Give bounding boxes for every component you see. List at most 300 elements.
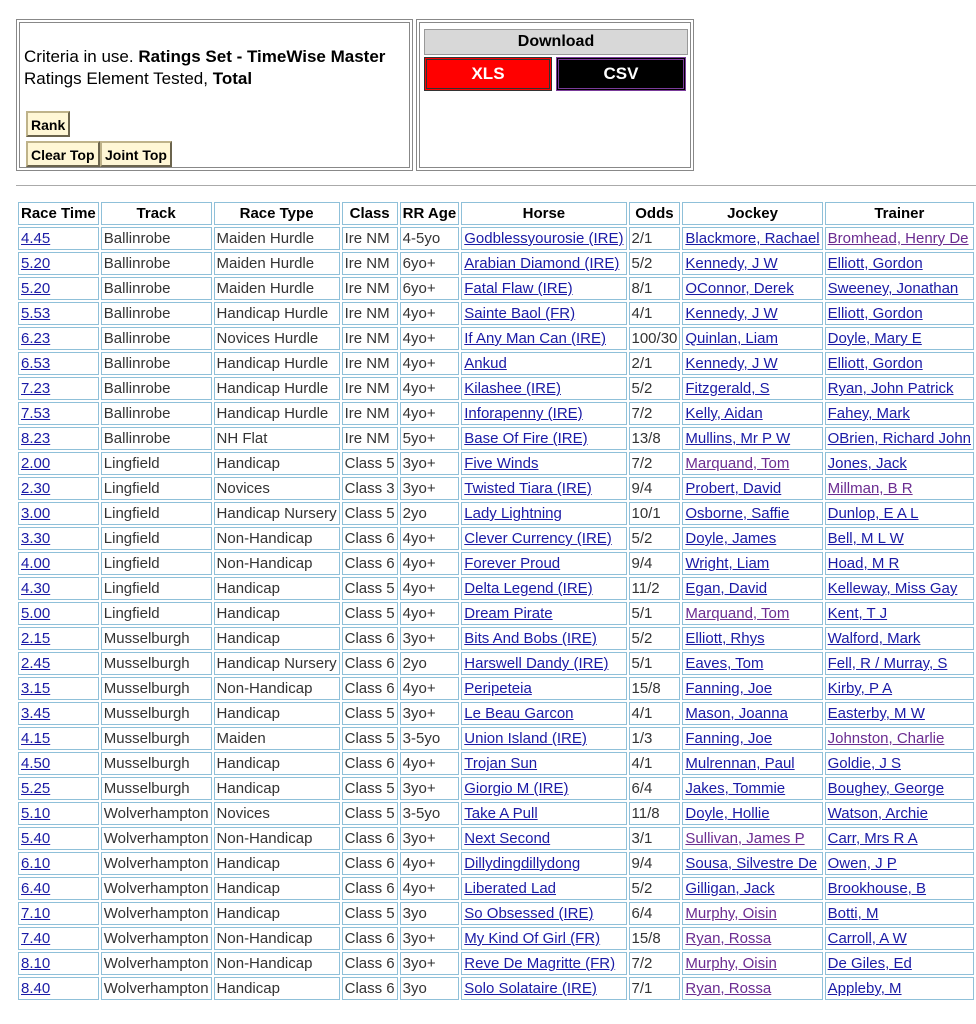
odds-cell: 6/4 (629, 777, 681, 800)
class-cell: Class 5 (342, 502, 398, 525)
trainer-cell[interactable]: Elliott, Gordon (825, 302, 974, 325)
jockey-cell[interactable]: Jakes, Tommie (682, 777, 822, 800)
horse-cell[interactable]: Take A Pull (461, 802, 626, 825)
race-type-cell: Handicap Nursery (214, 502, 340, 525)
race-time-cell[interactable]: 4.30 (18, 577, 99, 600)
column-header-rr-age[interactable]: RR Age (400, 202, 460, 225)
class-cell: Ire NM (342, 277, 398, 300)
table-row (18, 452, 974, 475)
race-time-cell[interactable]: 6.53 (18, 352, 99, 375)
track-cell: Ballinrobe (101, 277, 212, 300)
track-cell: Ballinrobe (101, 377, 212, 400)
race-time-cell[interactable]: 6.10 (18, 852, 99, 875)
odds-cell: 4/1 (629, 302, 681, 325)
trainer-cell[interactable]: Boughey, George (825, 777, 974, 800)
rr-age-cell: 4yo+ (400, 552, 460, 575)
race-type-cell: Handicap (214, 627, 340, 650)
horse-cell[interactable]: Five Winds (461, 452, 626, 475)
race-type-cell: Handicap (214, 977, 340, 1000)
horse-cell[interactable]: Reve De Magritte (FR) (461, 952, 626, 975)
race-time-cell[interactable]: 8.23 (18, 427, 99, 450)
track-cell: Wolverhampton (101, 952, 212, 975)
trainer-cell[interactable]: Appleby, M (825, 977, 974, 1000)
trainer-cell[interactable]: Bromhead, Henry De (825, 227, 974, 250)
class-cell: Ire NM (342, 352, 398, 375)
track-cell: Musselburgh (101, 752, 212, 775)
track-cell: Wolverhampton (101, 852, 212, 875)
joint-top-button[interactable]: Joint Top (100, 141, 172, 167)
criteria-panel-inner (19, 22, 410, 168)
jockey-cell[interactable]: Sousa, Silvestre De (682, 852, 822, 875)
table-row (18, 602, 974, 625)
table-row (18, 802, 974, 825)
trainer-cell[interactable]: Jones, Jack (825, 452, 974, 475)
jockey-cell[interactable]: Murphy, Oisin (682, 902, 822, 925)
jockey-cell[interactable]: Quinlan, Liam (682, 327, 822, 350)
horse-cell[interactable]: Peripeteia (461, 677, 626, 700)
trainer-cell[interactable]: Walford, Mark (825, 627, 974, 650)
table-row (18, 827, 974, 850)
race-time-cell[interactable]: 2.30 (18, 477, 99, 500)
odds-cell: 5/2 (629, 877, 681, 900)
race-time-cell[interactable]: 6.40 (18, 877, 99, 900)
table-row (18, 502, 974, 525)
horse-cell[interactable]: Base Of Fire (IRE) (461, 427, 626, 450)
rr-age-cell: 4yo+ (400, 302, 460, 325)
rr-age-cell: 4yo+ (400, 527, 460, 550)
rr-age-cell: 4yo+ (400, 327, 460, 350)
horse-cell[interactable]: Sainte Baol (FR) (461, 302, 626, 325)
jockey-cell[interactable]: Mason, Joanna (682, 702, 822, 725)
jockey-cell[interactable]: Doyle, Hollie (682, 802, 822, 825)
horse-cell[interactable]: Dillydingdillydong (461, 852, 626, 875)
class-cell: Class 5 (342, 602, 398, 625)
table-row (18, 427, 974, 450)
download-xls-button[interactable]: XLS (424, 57, 552, 91)
odds-cell: 11/2 (629, 577, 681, 600)
jockey-cell[interactable]: Fitzgerald, S (682, 377, 822, 400)
table-row (18, 927, 974, 950)
trainer-cell[interactable]: Botti, M (825, 902, 974, 925)
horse-cell[interactable]: Liberated Lad (461, 877, 626, 900)
horse-cell[interactable]: Solo Solataire (IRE) (461, 977, 626, 1000)
jockey-cell[interactable]: Ryan, Rossa (682, 927, 822, 950)
trainer-cell[interactable]: Ryan, John Patrick (825, 377, 974, 400)
table-row (18, 252, 974, 275)
race-time-cell[interactable]: 5.25 (18, 777, 99, 800)
rr-age-cell: 3yo+ (400, 927, 460, 950)
jockey-cell[interactable]: Gilligan, Jack (682, 877, 822, 900)
criteria-line (24, 47, 385, 67)
odds-cell: 4/1 (629, 752, 681, 775)
class-cell: Class 5 (342, 577, 398, 600)
rr-age-cell: 4yo+ (400, 352, 460, 375)
track-cell: Musselburgh (101, 702, 212, 725)
horse-cell[interactable]: Godblessyourosie (IRE) (461, 227, 626, 250)
download-panel-inner (419, 22, 691, 168)
rr-age-cell: 5yo+ (400, 427, 460, 450)
race-time-cell[interactable]: 7.23 (18, 377, 99, 400)
rr-age-cell: 3yo+ (400, 477, 460, 500)
horse-cell[interactable]: Ankud (461, 352, 626, 375)
race-type-cell: Handicap Hurdle (214, 402, 340, 425)
race-time-cell[interactable]: 5.10 (18, 802, 99, 825)
trainer-cell[interactable]: Goldie, J S (825, 752, 974, 775)
race-type-cell: Maiden Hurdle (214, 277, 340, 300)
jockey-cell[interactable]: Murphy, Oisin (682, 952, 822, 975)
class-cell: Ire NM (342, 427, 398, 450)
race-type-cell: Non-Handicap (214, 827, 340, 850)
track-cell: Lingfield (101, 502, 212, 525)
odds-cell: 15/8 (629, 927, 681, 950)
race-type-cell: Handicap (214, 452, 340, 475)
track-cell: Ballinrobe (101, 427, 212, 450)
horse-cell[interactable]: Bits And Bobs (IRE) (461, 627, 626, 650)
race-time-cell[interactable]: 2.45 (18, 652, 99, 675)
odds-cell: 100/30 (629, 327, 681, 350)
class-cell: Class 6 (342, 552, 398, 575)
race-time-cell[interactable]: 3.15 (18, 677, 99, 700)
clear-top-button[interactable]: Clear Top (26, 141, 100, 167)
trainer-cell[interactable]: Elliott, Gordon (825, 352, 974, 375)
track-cell: Wolverhampton (101, 827, 212, 850)
race-type-cell: Handicap (214, 602, 340, 625)
class-cell: Class 5 (342, 727, 398, 750)
class-cell: Class 5 (342, 452, 398, 475)
odds-cell: 13/8 (629, 427, 681, 450)
jockey-cell[interactable]: Egan, David (682, 577, 822, 600)
table-row (18, 952, 974, 975)
rr-age-cell: 6yo+ (400, 252, 460, 275)
rr-age-cell: 4yo+ (400, 402, 460, 425)
ratings-element-line (24, 69, 252, 89)
trainer-cell[interactable]: Kelleway, Miss Gay (825, 577, 974, 600)
odds-cell: 8/1 (629, 277, 681, 300)
race-time-cell[interactable]: 7.53 (18, 402, 99, 425)
horse-cell[interactable]: Giorgio M (IRE) (461, 777, 626, 800)
race-type-cell: Non-Handicap (214, 677, 340, 700)
race-type-cell: Handicap (214, 902, 340, 925)
rr-age-cell: 4yo+ (400, 602, 460, 625)
trainer-cell[interactable]: Owen, J P (825, 852, 974, 875)
race-time-cell[interactable]: 5.40 (18, 827, 99, 850)
race-time-cell[interactable]: 8.40 (18, 977, 99, 1000)
odds-cell: 6/4 (629, 902, 681, 925)
race-time-cell[interactable]: 6.23 (18, 327, 99, 350)
horse-cell[interactable]: Kilashee (IRE) (461, 377, 626, 400)
class-cell: Ire NM (342, 327, 398, 350)
rr-age-cell: 3yo+ (400, 702, 460, 725)
race-type-cell: Handicap Hurdle (214, 352, 340, 375)
track-cell: Ballinrobe (101, 302, 212, 325)
odds-cell: 5/2 (629, 527, 681, 550)
trainer-cell[interactable]: Carr, Mrs R A (825, 827, 974, 850)
rr-age-cell: 4-5yo (400, 227, 460, 250)
horse-cell[interactable]: If Any Man Can (IRE) (461, 327, 626, 350)
jockey-cell[interactable]: Sullivan, James P (682, 827, 822, 850)
jockey-cell[interactable]: Elliott, Rhys (682, 627, 822, 650)
race-type-cell: NH Flat (214, 427, 340, 450)
race-type-cell: Novices Hurdle (214, 327, 340, 350)
race-type-cell: Non-Handicap (214, 527, 340, 550)
horse-cell[interactable]: Trojan Sun (461, 752, 626, 775)
table-row (18, 577, 974, 600)
rr-age-cell: 2yo (400, 502, 460, 525)
race-type-cell: Handicap (214, 752, 340, 775)
class-cell: Ire NM (342, 402, 398, 425)
ratings-element-value: Total (212, 69, 253, 88)
horse-cell[interactable]: Clever Currency (IRE) (461, 527, 626, 550)
race-time-cell[interactable]: 7.40 (18, 927, 99, 950)
odds-cell: 7/2 (629, 402, 681, 425)
horse-cell[interactable]: Twisted Tiara (IRE) (461, 477, 626, 500)
race-time-cell[interactable]: 5.20 (18, 252, 99, 275)
race-type-cell: Maiden Hurdle (214, 227, 340, 250)
class-cell: Class 6 (342, 952, 398, 975)
jockey-cell[interactable]: Blackmore, Rachael (682, 227, 822, 250)
column-header-horse[interactable]: Horse (461, 202, 626, 225)
race-time-cell[interactable]: 5.00 (18, 602, 99, 625)
rr-age-cell: 2yo (400, 652, 460, 675)
jockey-cell[interactable]: Fanning, Joe (682, 677, 822, 700)
class-cell: Class 6 (342, 677, 398, 700)
race-time-cell[interactable]: 3.00 (18, 502, 99, 525)
jockey-cell[interactable]: Marquand, Tom (682, 602, 822, 625)
odds-cell: 2/1 (629, 227, 681, 250)
jockey-cell[interactable]: Eaves, Tom (682, 652, 822, 675)
trainer-cell[interactable]: Carroll, A W (825, 927, 974, 950)
race-time-cell[interactable]: 7.10 (18, 902, 99, 925)
class-cell: Class 5 (342, 802, 398, 825)
download-csv-button[interactable]: CSV (556, 57, 686, 91)
odds-cell: 7/2 (629, 452, 681, 475)
horse-cell[interactable]: Dream Pirate (461, 602, 626, 625)
column-header-trainer[interactable]: Trainer (825, 202, 974, 225)
table-row (18, 752, 974, 775)
column-header-race-type[interactable]: Race Type (214, 202, 340, 225)
rr-age-cell: 3yo (400, 977, 460, 1000)
trainer-cell[interactable]: Kirby, P A (825, 677, 974, 700)
table-row (18, 402, 974, 425)
trainer-cell[interactable]: Watson, Archie (825, 802, 974, 825)
horse-cell[interactable]: Forever Proud (461, 552, 626, 575)
race-type-cell: Handicap (214, 852, 340, 875)
rank-button[interactable]: Rank (26, 111, 70, 137)
race-time-cell[interactable]: 4.45 (18, 227, 99, 250)
trainer-cell[interactable]: Fahey, Mark (825, 402, 974, 425)
track-cell: Lingfield (101, 577, 212, 600)
jockey-cell[interactable]: Mulrennan, Paul (682, 752, 822, 775)
class-cell: Class 6 (342, 652, 398, 675)
column-header-track[interactable]: Track (101, 202, 212, 225)
table-row (18, 477, 974, 500)
track-cell: Ballinrobe (101, 252, 212, 275)
odds-cell: 4/1 (629, 702, 681, 725)
horse-cell[interactable]: Fatal Flaw (IRE) (461, 277, 626, 300)
jockey-cell[interactable]: Marquand, Tom (682, 452, 822, 475)
trainer-cell[interactable]: OBrien, Richard John (825, 427, 974, 450)
trainer-cell[interactable]: Dunlop, E A L (825, 502, 974, 525)
trainer-cell[interactable]: Elliott, Gordon (825, 252, 974, 275)
trainer-cell[interactable]: Doyle, Mary E (825, 327, 974, 350)
odds-cell: 5/1 (629, 652, 681, 675)
rr-age-cell: 4yo+ (400, 577, 460, 600)
column-header-class[interactable]: Class (342, 202, 398, 225)
horse-cell[interactable]: Arabian Diamond (IRE) (461, 252, 626, 275)
race-type-cell: Handicap Nursery (214, 652, 340, 675)
horse-cell[interactable]: My Kind Of Girl (FR) (461, 927, 626, 950)
jockey-cell[interactable]: OConnor, Derek (682, 277, 822, 300)
race-time-cell[interactable]: 3.45 (18, 702, 99, 725)
class-cell: Class 5 (342, 777, 398, 800)
rr-age-cell: 3-5yo (400, 727, 460, 750)
race-time-cell[interactable]: 4.50 (18, 752, 99, 775)
race-time-cell[interactable]: 2.00 (18, 452, 99, 475)
table-row (18, 277, 974, 300)
horse-cell[interactable]: Inforapenny (IRE) (461, 402, 626, 425)
horse-cell[interactable]: Lady Lightning (461, 502, 626, 525)
trainer-cell[interactable]: Sweeney, Jonathan (825, 277, 974, 300)
table-row (18, 727, 974, 750)
class-cell: Ire NM (342, 377, 398, 400)
table-row (18, 527, 974, 550)
jockey-cell[interactable]: Osborne, Saffie (682, 502, 822, 525)
jockey-cell[interactable]: Kennedy, J W (682, 252, 822, 275)
horse-cell[interactable]: Union Island (IRE) (461, 727, 626, 750)
column-header-odds[interactable]: Odds (629, 202, 681, 225)
jockey-cell[interactable]: Kelly, Aidan (682, 402, 822, 425)
column-header-jockey[interactable]: Jockey (682, 202, 822, 225)
class-cell: Class 5 (342, 702, 398, 725)
track-cell: Wolverhampton (101, 977, 212, 1000)
track-cell: Wolverhampton (101, 927, 212, 950)
criteria-prefix: Criteria in use. (24, 47, 134, 66)
race-time-cell[interactable]: 4.15 (18, 727, 99, 750)
odds-cell: 15/8 (629, 677, 681, 700)
race-time-cell[interactable]: 8.10 (18, 952, 99, 975)
race-type-cell: Handicap Hurdle (214, 377, 340, 400)
jockey-cell[interactable]: Fanning, Joe (682, 727, 822, 750)
trainer-cell[interactable]: De Giles, Ed (825, 952, 974, 975)
jockey-cell[interactable]: Mullins, Mr P W (682, 427, 822, 450)
race-time-cell[interactable]: 5.20 (18, 277, 99, 300)
rr-age-cell: 4yo+ (400, 377, 460, 400)
class-cell: Ire NM (342, 227, 398, 250)
race-time-cell[interactable]: 3.30 (18, 527, 99, 550)
track-cell: Ballinrobe (101, 227, 212, 250)
jockey-cell[interactable]: Doyle, James (682, 527, 822, 550)
race-type-cell: Handicap (214, 702, 340, 725)
class-cell: Class 5 (342, 902, 398, 925)
track-cell: Musselburgh (101, 777, 212, 800)
ratings-element-prefix: Ratings Element Tested, (24, 69, 208, 88)
trainer-cell[interactable]: Easterby, M W (825, 702, 974, 725)
ratings-set: Ratings Set - TimeWise Master (138, 47, 386, 66)
race-type-cell: Maiden Hurdle (214, 252, 340, 275)
rr-age-cell: 4yo+ (400, 752, 460, 775)
track-cell: Ballinrobe (101, 352, 212, 375)
criteria-panel (16, 19, 413, 171)
odds-cell: 1/3 (629, 727, 681, 750)
table-row (18, 227, 974, 250)
race-time-cell[interactable]: 2.15 (18, 627, 99, 650)
track-cell: Wolverhampton (101, 902, 212, 925)
section-divider (16, 185, 976, 186)
track-cell: Musselburgh (101, 652, 212, 675)
trainer-cell[interactable]: Kent, T J (825, 602, 974, 625)
trainer-cell[interactable]: Millman, B R (825, 477, 974, 500)
odds-cell: 7/1 (629, 977, 681, 1000)
class-cell: Class 6 (342, 627, 398, 650)
track-cell: Wolverhampton (101, 802, 212, 825)
horse-cell[interactable]: Next Second (461, 827, 626, 850)
rr-age-cell: 3yo+ (400, 827, 460, 850)
class-cell: Ire NM (342, 252, 398, 275)
track-cell: Wolverhampton (101, 877, 212, 900)
table-row (18, 352, 974, 375)
trainer-cell[interactable]: Fell, R / Murray, S (825, 652, 974, 675)
download-title: Download (424, 29, 688, 55)
table-row (18, 627, 974, 650)
table-row (18, 652, 974, 675)
horse-cell[interactable]: Delta Legend (IRE) (461, 577, 626, 600)
table-row (18, 302, 974, 325)
track-cell: Lingfield (101, 477, 212, 500)
class-cell: Class 6 (342, 827, 398, 850)
race-type-cell: Novices (214, 802, 340, 825)
table-row (18, 677, 974, 700)
table-row (18, 977, 974, 1000)
jockey-cell[interactable]: Wright, Liam (682, 552, 822, 575)
odds-cell: 10/1 (629, 502, 681, 525)
track-cell: Ballinrobe (101, 327, 212, 350)
rr-age-cell: 3yo (400, 902, 460, 925)
trainer-cell[interactable]: Hoad, M R (825, 552, 974, 575)
race-time-cell[interactable]: 5.53 (18, 302, 99, 325)
table-row (18, 852, 974, 875)
column-header-race-time[interactable]: Race Time (18, 202, 99, 225)
table-row (18, 377, 974, 400)
horse-cell[interactable]: Le Beau Garcon (461, 702, 626, 725)
odds-cell: 5/2 (629, 627, 681, 650)
odds-cell: 3/1 (629, 827, 681, 850)
trainer-cell[interactable]: Johnston, Charlie (825, 727, 974, 750)
trainer-cell[interactable]: Brookhouse, B (825, 877, 974, 900)
table-row (18, 877, 974, 900)
class-cell: Class 6 (342, 977, 398, 1000)
odds-cell: 5/1 (629, 602, 681, 625)
horse-cell[interactable]: Harswell Dandy (IRE) (461, 652, 626, 675)
rr-age-cell: 3yo+ (400, 627, 460, 650)
track-cell: Lingfield (101, 552, 212, 575)
odds-cell: 9/4 (629, 552, 681, 575)
rr-age-cell: 3yo+ (400, 452, 460, 475)
jockey-cell[interactable]: Ryan, Rossa (682, 977, 822, 1000)
rr-age-cell: 4yo+ (400, 677, 460, 700)
odds-cell: 2/1 (629, 352, 681, 375)
track-cell: Lingfield (101, 452, 212, 475)
jockey-cell[interactable]: Kennedy, J W (682, 352, 822, 375)
trainer-cell[interactable]: Bell, M L W (825, 527, 974, 550)
race-time-cell[interactable]: 4.00 (18, 552, 99, 575)
race-type-cell: Handicap (214, 877, 340, 900)
jockey-cell[interactable]: Kennedy, J W (682, 302, 822, 325)
results-table (16, 200, 976, 1002)
track-cell: Musselburgh (101, 727, 212, 750)
horse-cell[interactable]: So Obsessed (IRE) (461, 902, 626, 925)
jockey-cell[interactable]: Probert, David (682, 477, 822, 500)
rr-age-cell: 3-5yo (400, 802, 460, 825)
